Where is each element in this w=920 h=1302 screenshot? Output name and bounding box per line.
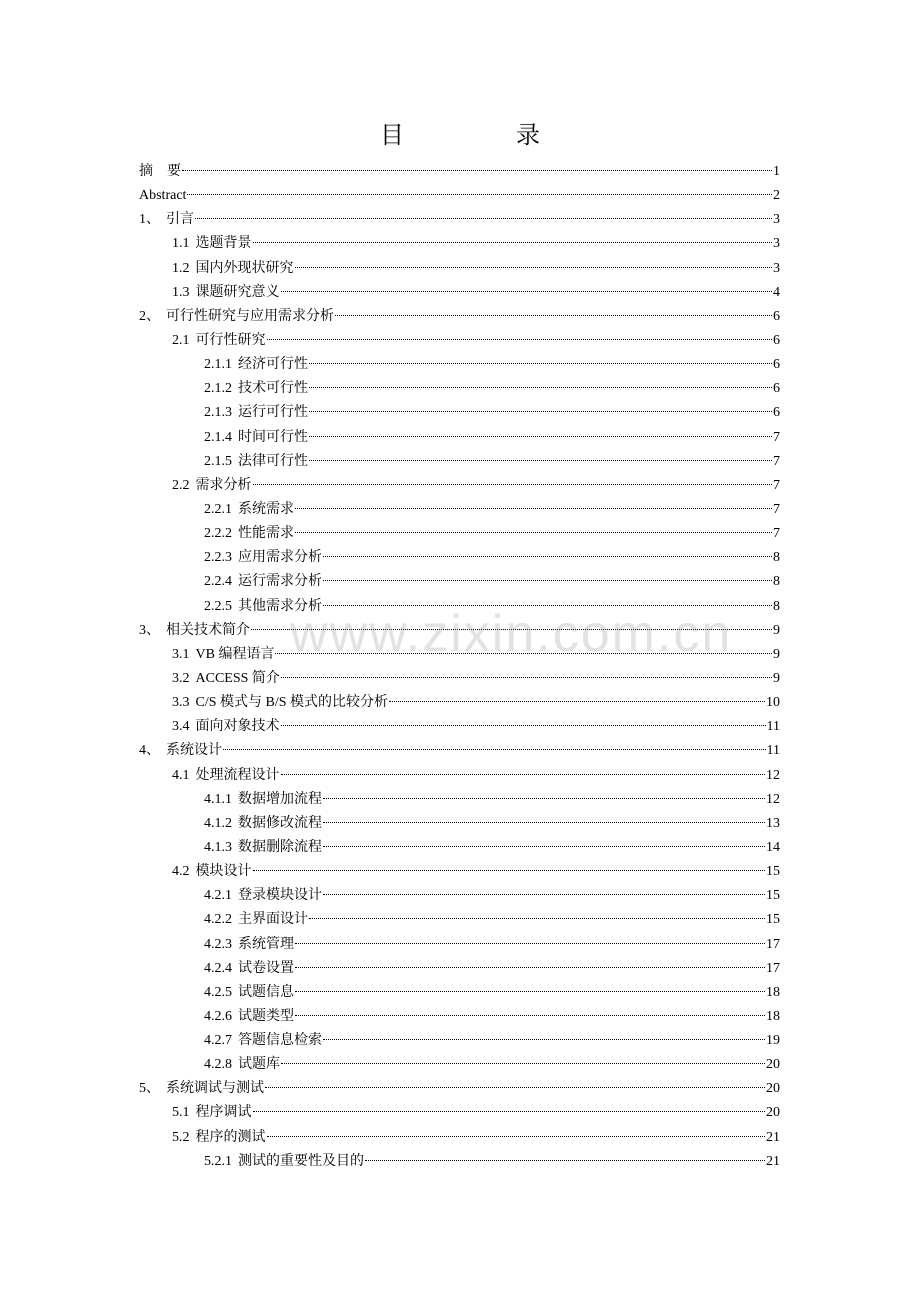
toc-entry-number: 2.2.4: [204, 574, 232, 590]
toc-entry[interactable]: [139, 933, 780, 957]
toc-entry[interactable]: [139, 184, 780, 208]
toc-dot-leader: [295, 991, 765, 992]
toc-page-number: 9: [773, 622, 780, 638]
toc-dot-leader: [281, 725, 766, 726]
toc-entry-number: 2.1: [172, 332, 190, 348]
toc-entry-title: 系统需求: [238, 501, 294, 517]
toc-dot-leader: [295, 943, 765, 944]
toc-entry-title: 经济可行性: [238, 357, 308, 373]
toc-entry-number: 3、: [139, 622, 160, 638]
toc-page-number: 13: [766, 815, 780, 831]
toc-entry-title: 摘 要: [139, 164, 181, 179]
toc-entry-number: 5.1: [172, 1105, 190, 1121]
toc-dot-leader: [275, 653, 772, 654]
toc-page-number: 6: [773, 332, 780, 348]
toc-entry-title: 数据增加流程: [238, 791, 322, 807]
toc-entry-title: 数据删除流程: [238, 839, 322, 855]
toc-page-number: 7: [773, 453, 780, 469]
toc-entry[interactable]: [139, 981, 780, 1005]
page-title: 目 录: [380, 123, 584, 149]
toc-dot-leader: [223, 749, 766, 750]
toc-page-number: 8: [773, 574, 780, 590]
toc-entry-number: 5.2.1: [204, 1153, 232, 1169]
toc-entry-number: 2.1.3: [204, 405, 232, 421]
toc-entry-number: 5、: [139, 1081, 160, 1097]
toc-page-number: 18: [766, 984, 780, 1000]
toc-entry-title: Abstract: [139, 188, 187, 204]
toc-dot-leader: [323, 894, 765, 895]
toc-dot-leader: [253, 870, 766, 871]
toc-page-number: 15: [766, 888, 780, 904]
toc-entry-title: 答题信息检索: [238, 1033, 322, 1049]
toc-page-number: 6: [773, 308, 780, 324]
toc-entry[interactable]: [139, 619, 780, 643]
toc-entry-title: ACCESS 简介: [195, 670, 280, 686]
toc-entry[interactable]: [139, 329, 780, 353]
toc-page-number: 19: [766, 1033, 780, 1049]
toc-dot-leader: [323, 1039, 765, 1040]
toc-entry-number: 1.3: [172, 284, 190, 300]
toc-entry-number: 2.1.2: [204, 381, 232, 397]
toc-dot-leader: [267, 1136, 766, 1137]
toc-entry[interactable]: [139, 739, 780, 763]
toc-entry-number: 4.2.2: [204, 912, 232, 928]
toc-entry[interactable]: [139, 498, 780, 522]
toc-entry[interactable]: [139, 257, 780, 281]
toc-page-number: 21: [766, 1153, 780, 1169]
toc-entry-number: 1.2: [172, 260, 190, 276]
toc-entry[interactable]: [139, 836, 780, 860]
toc-dot-leader: [253, 484, 773, 485]
toc-page-number: 3: [773, 236, 780, 252]
toc-page-number: 6: [773, 381, 780, 397]
toc-entry[interactable]: [139, 232, 780, 256]
toc-page-number: 6: [773, 357, 780, 373]
toc-entry-number: 4、: [139, 743, 160, 759]
toc-dot-leader: [281, 1063, 765, 1064]
toc-dot-leader: [389, 701, 765, 702]
toc-entry-title: 登录模块设计: [238, 888, 322, 904]
toc-entry-number: 2.1.1: [204, 357, 232, 373]
toc-entry[interactable]: [139, 160, 780, 184]
toc-page-number: 4: [773, 284, 780, 300]
toc-entry-title: 运行可行性: [238, 405, 308, 421]
toc-dot-leader: [267, 339, 773, 340]
toc-page-number: 10: [766, 695, 780, 711]
toc-entry[interactable]: [139, 208, 780, 232]
toc-entry-number: 2.2.1: [204, 501, 232, 517]
toc-dot-leader: [295, 1015, 765, 1016]
toc-dot-leader: [323, 580, 772, 581]
toc-entry-number: 4.2.7: [204, 1033, 232, 1049]
toc-entry[interactable]: [139, 860, 780, 884]
toc-entry-title: 性能需求: [238, 526, 294, 542]
toc-entry-title: C/S 模式与 B/S 模式的比较分析: [195, 695, 389, 711]
toc-dot-leader: [309, 460, 772, 461]
toc-page-number: 9: [773, 670, 780, 686]
toc-entry-title: 数据修改流程: [238, 815, 322, 831]
toc-entry-number: 2.1.4: [204, 429, 232, 445]
toc-entry-number: 3.1: [172, 646, 190, 662]
toc-entry-title: 面向对象技术: [195, 719, 280, 735]
toc-entry[interactable]: [139, 884, 780, 908]
toc-entry-number: 4.2.3: [204, 936, 232, 952]
toc-dot-leader: [365, 1160, 765, 1161]
toc-dot-leader: [281, 677, 772, 678]
toc-dot-leader: [323, 846, 765, 847]
toc-page-number: 3: [773, 212, 780, 228]
toc-entry[interactable]: [139, 305, 780, 329]
toc-entry-number: 4.1.1: [204, 791, 232, 807]
toc-entry-title: 试题信息: [238, 984, 294, 1000]
toc-dot-leader: [295, 967, 765, 968]
toc-entry-number: 4.1.3: [204, 839, 232, 855]
toc-entry-title: 试题类型: [238, 1008, 294, 1024]
toc-dot-leader: [187, 194, 772, 195]
toc-dot-leader: [323, 798, 765, 799]
toc-entry[interactable]: [139, 1077, 780, 1101]
toc-dot-leader: [295, 532, 772, 533]
toc-entry-title: 其他需求分析: [238, 598, 322, 614]
toc-dot-leader: [309, 411, 772, 412]
toc-entry[interactable]: [139, 1150, 780, 1174]
toc-page-number: 20: [766, 1057, 780, 1073]
toc-entry[interactable]: [139, 570, 780, 594]
toc-dot-leader: [281, 774, 766, 775]
toc-entry[interactable]: [139, 1005, 780, 1029]
toc-entry-number: 2.2: [172, 477, 190, 493]
toc-entry-title: 系统管理: [238, 936, 294, 952]
toc-page-number: 12: [766, 791, 780, 807]
toc-entry[interactable]: [139, 474, 780, 498]
toc-dot-leader: [281, 291, 773, 292]
toc-page-number: 7: [773, 526, 780, 542]
toc-entry-title: 可行性研究与应用需求分析: [166, 308, 334, 324]
toc-entry[interactable]: [139, 691, 780, 715]
toc-page-number: 15: [766, 912, 780, 928]
toc-entry-number: 2.1.5: [204, 453, 232, 469]
toc-page-number: 7: [773, 477, 780, 493]
toc-entry-title: 试卷设置: [238, 960, 294, 976]
toc-entry-number: 4.2: [172, 864, 190, 880]
toc-page-number: 15: [766, 864, 780, 880]
toc-entry[interactable]: [139, 522, 780, 546]
toc-entry-number: 4.1: [172, 767, 190, 783]
toc-page-number: 17: [766, 960, 780, 976]
toc-entry[interactable]: [139, 908, 780, 932]
toc-dot-leader: [309, 918, 765, 919]
toc-dot-leader: [251, 629, 772, 630]
watermark: www.zixin.com.cn: [290, 605, 733, 663]
toc-entry-title: 处理流程设计: [195, 767, 280, 783]
toc-entry[interactable]: [139, 281, 780, 305]
toc-dot-leader: [295, 267, 773, 268]
toc-entry-number: 5.2: [172, 1129, 190, 1145]
toc-entry-title: 系统设计: [166, 743, 222, 759]
toc-entry-title: 程序的测试: [195, 1129, 266, 1145]
toc-dot-leader: [295, 508, 772, 509]
toc-entry-number: 4.2.6: [204, 1008, 232, 1024]
toc-page-number: 12: [766, 767, 780, 783]
toc-dot-leader: [309, 436, 772, 437]
toc-entry[interactable]: [139, 1126, 780, 1150]
toc-entry-number: 3.2: [172, 670, 190, 686]
toc-entry[interactable]: [139, 450, 780, 474]
toc-entry-title: 国内外现状研究: [195, 260, 294, 276]
toc-entry-number: 4.2.4: [204, 960, 232, 976]
toc-page-number: 1: [773, 164, 780, 179]
toc-dot-leader: [309, 387, 772, 388]
toc-entry-number: 3.4: [172, 719, 190, 735]
toc-entry-title: 运行需求分析: [238, 574, 322, 590]
toc-entry-title: 程序调试: [195, 1105, 252, 1121]
toc-entry[interactable]: [139, 1101, 780, 1125]
toc-entry[interactable]: [139, 353, 780, 377]
toc-dot-leader: [195, 218, 772, 219]
toc-dot-leader: [309, 363, 772, 364]
toc-entry-title: 模块设计: [195, 864, 252, 880]
toc-entry-number: 1.1: [172, 236, 190, 252]
toc-entry-number: 3.3: [172, 695, 190, 711]
toc-page-number: 14: [766, 839, 780, 855]
toc-dot-leader: [323, 605, 772, 606]
toc-entry-title: 需求分析: [195, 477, 252, 493]
toc-page-number: 7: [773, 429, 780, 445]
toc-entry-number: 4.1.2: [204, 815, 232, 831]
toc-page-number: 11: [766, 719, 780, 735]
toc-entry-number: 2、: [139, 308, 160, 324]
toc-entry[interactable]: [139, 715, 780, 739]
toc-page-number: 8: [773, 598, 780, 614]
toc-entry[interactable]: [139, 764, 780, 788]
toc-entry[interactable]: [139, 401, 780, 425]
toc-entry-title: 法律可行性: [238, 453, 308, 469]
toc-entry-title: 主界面设计: [238, 912, 308, 928]
toc-page-number: 17: [766, 936, 780, 952]
toc-page-number: 8: [773, 550, 780, 566]
toc-page-number: 11: [766, 743, 780, 759]
toc-entry-number: 4.2.1: [204, 888, 232, 904]
toc-entry-number: 1、: [139, 212, 160, 228]
toc-entry-number: 4.2.8: [204, 1057, 232, 1073]
toc-page-number: 20: [766, 1081, 780, 1097]
toc-page-number: 20: [766, 1105, 780, 1121]
toc-entry-number: 2.2.3: [204, 550, 232, 566]
toc-entry[interactable]: [139, 1029, 780, 1053]
toc-entry[interactable]: [139, 546, 780, 570]
toc-page-number: 3: [773, 260, 780, 276]
toc-page-number: 7: [773, 501, 780, 517]
toc-entry-title: 可行性研究: [195, 332, 266, 348]
toc-entry[interactable]: [139, 788, 780, 812]
toc-dot-leader: [265, 1087, 765, 1088]
toc-page-number: 6: [773, 405, 780, 421]
toc-entry[interactable]: [139, 595, 780, 619]
toc-entry[interactable]: [139, 667, 780, 691]
toc-entry-title: 引言: [166, 212, 194, 228]
toc-entry-number: 4.2.5: [204, 984, 232, 1000]
toc-page-number: 21: [766, 1129, 780, 1145]
toc-entry-title: 相关技术简介: [166, 622, 250, 638]
toc-entry[interactable]: [139, 957, 780, 981]
toc-entry-title: 课题研究意义: [195, 284, 280, 300]
toc-entry[interactable]: [139, 643, 780, 667]
toc-entry-title: 系统调试与测试: [166, 1081, 264, 1097]
toc-entry-title: 应用需求分析: [238, 550, 322, 566]
toc-dot-leader: [253, 242, 773, 243]
table-of-contents: [139, 160, 780, 1174]
toc-entry-number: 2.2.5: [204, 598, 232, 614]
toc-entry[interactable]: [139, 1053, 780, 1077]
toc-entry-number: 2.2.2: [204, 526, 232, 542]
toc-dot-leader: [323, 822, 765, 823]
toc-entry[interactable]: [139, 426, 780, 450]
toc-dot-leader: [323, 556, 772, 557]
toc-dot-leader: [182, 170, 772, 171]
toc-dot-leader: [335, 315, 772, 316]
toc-entry-title: 试题库: [238, 1057, 280, 1073]
toc-entry-title: 时间可行性: [238, 429, 308, 445]
toc-page-number: 18: [766, 1008, 780, 1024]
toc-entry[interactable]: [139, 812, 780, 836]
toc-page-number: 2: [773, 188, 780, 204]
toc-entry-title: 选题背景: [195, 236, 252, 252]
toc-dot-leader: [253, 1111, 766, 1112]
toc-page-number: 9: [773, 646, 780, 662]
toc-entry-title: 测试的重要性及目的: [238, 1153, 364, 1169]
toc-entry[interactable]: [139, 377, 780, 401]
toc-entry-title: 技术可行性: [238, 381, 308, 397]
toc-entry-title: VB 编程语言: [195, 646, 275, 662]
